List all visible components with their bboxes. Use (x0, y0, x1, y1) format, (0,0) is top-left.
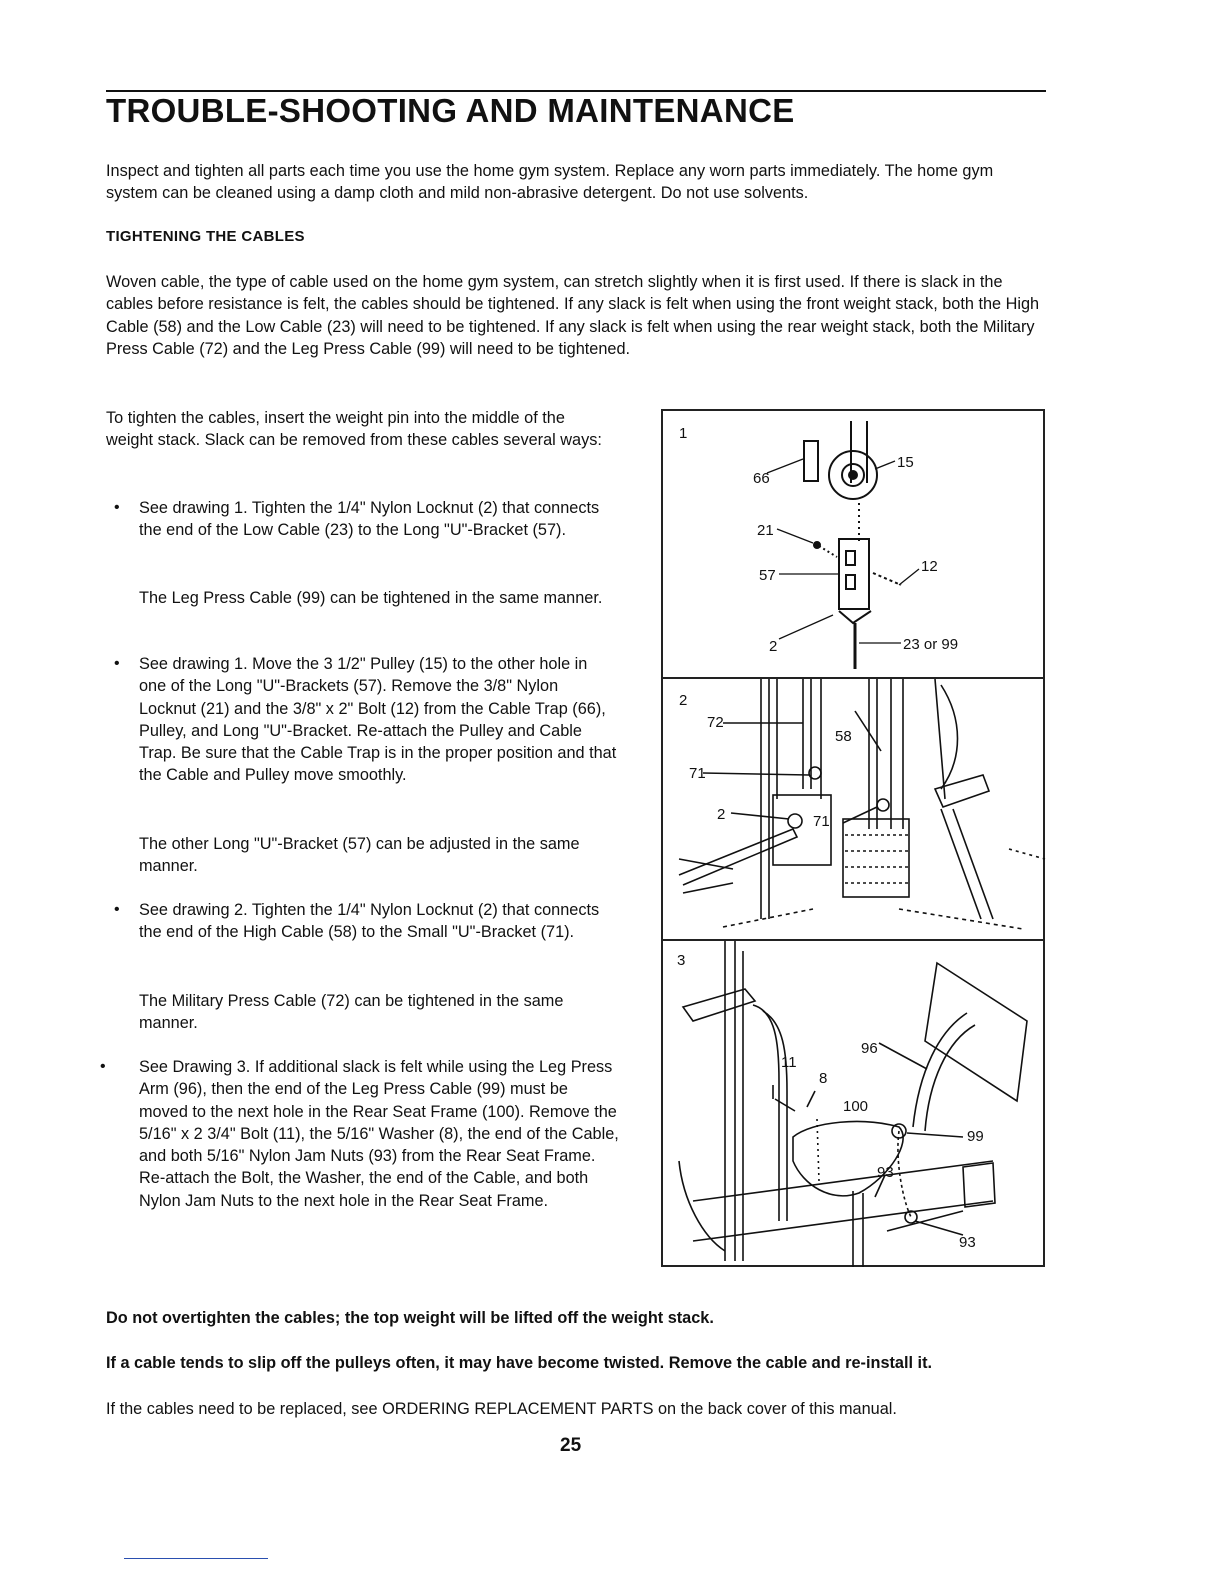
warning-twisted-cable: If a cable tends to slip off the pulleys often, it may have become twisted. Remove the cable and re-install it. (106, 1354, 933, 1372)
bullet-text: See drawing 1. Tighten the 1/4" Nylon Locknut (2) that connects the end of the Low Cable (23) to the Long "U"-Bracket (57). (139, 499, 600, 540)
figure-2 (661, 677, 1045, 941)
page-title: TROUBLE-SHOOTING AND MAINTENANCE (106, 92, 795, 129)
figure-number: 1 (679, 425, 688, 442)
page-number: 25 (560, 1435, 582, 1456)
callout-label: 66 (753, 470, 770, 487)
callout-label: 15 (897, 454, 914, 471)
lead-in-paragraph: To tighten the cables, insert the weight pin into the middle of the weight stack. Slack can be removed from these cables several ways: (106, 409, 602, 450)
figure-1 (661, 409, 1045, 679)
footer-divider (124, 1558, 268, 1559)
callout-label: 58 (835, 728, 852, 745)
callout-label: 21 (757, 522, 774, 539)
bullet-note: The other Long "U"-Bracket (57) can be adjusted in the same manner. (139, 835, 580, 876)
callout-label: 57 (759, 567, 776, 584)
callout-label: 2 (717, 806, 726, 823)
callout-label: 12 (921, 558, 938, 575)
figure-1-drawing (663, 411, 1047, 681)
closing-paragraph: If the cables need to be replaced, see ORDERING REPLACEMENT PARTS on the back cover of this manual. (106, 1400, 897, 1418)
figure-number: 3 (677, 952, 686, 969)
figure-number: 2 (679, 692, 688, 709)
callout-label: 11 (781, 1054, 797, 1071)
callout-label: 71 (813, 813, 830, 830)
bullet-note: The Leg Press Cable (99) can be tightened in the same manner. (139, 589, 603, 607)
callout-label: 72 (707, 714, 724, 731)
callout-label: 23 or 99 (903, 636, 959, 653)
bullet-note: The Military Press Cable (72) can be tightened in the same manner. (139, 992, 564, 1033)
callout-label: 100 (843, 1098, 869, 1115)
bullet-marker: • (114, 655, 120, 672)
bullet-marker: • (100, 1058, 106, 1075)
section-intro-paragraph: Woven cable, the type of cable used on the home gym system, can stretch slightly when it is first used. If there is slack in the cables before resistance is felt, the cables should be tightened. If any slack is felt when using the front weight stack, both the High Cable (58) and the Low Cable (23) will need to be tightened. If any slack is felt when using the rear weight stack, both the Military Press Cable (72) and the Leg Press Cable (99) will need to be tightened. (106, 273, 1040, 358)
figure-3-drawing (663, 941, 1047, 1269)
intro-paragraph: Inspect and tighten all parts each time you use the home gym system. Replace any worn parts immediately. The home gym system can be cleaned using a damp cloth and mild non-abrasive detergent. Do not use solvents. (106, 162, 994, 203)
figure-2-drawing (663, 679, 1047, 943)
bullet-text: See Drawing 3. If additional slack is felt while using the Leg Press Arm (96), then the end of the Leg Press Cable (99) must be moved to the next hole in the Rear Seat Frame (100). Remove the 5/16" x 2 3/4" Bolt (11), the 5/16" Washer (8), the end of the Cable, and both 5/16" Nylon Jam Nuts (93) from the Rear Seat Frame. Re-attach the Bolt, the Washer, the end of the Cable, and both Nylon Jam Nuts to the next hole in the Rear Seat Frame. (139, 1058, 619, 1210)
callout-label: 2 (769, 638, 778, 655)
warning-overtighten: Do not overtighten the cables; the top weight will be lifted off the weight stack. (106, 1309, 714, 1327)
callout-label: 71 (689, 765, 706, 782)
callout-label: 93 (959, 1234, 976, 1251)
callout-label: 93 (877, 1164, 894, 1181)
callout-label: 8 (819, 1070, 828, 1087)
callout-label: 99 (967, 1128, 984, 1145)
callout-label: 96 (861, 1040, 878, 1057)
bullet-marker: • (114, 499, 120, 516)
bullet-marker: • (114, 901, 120, 918)
figure-3 (661, 939, 1045, 1267)
bullet-text: See drawing 1. Move the 3 1/2" Pulley (15) to the other hole in one of the Long "U"-Brackets (57). Remove the 3/8" Nylon Locknut (21) and the 3/8" x 2" Bolt (12) from the Cable Trap (66), Pulley, and Long "U"-Bracket. Re-attach the Pulley and Cable Trap. Be sure that the Cable Trap is in the proper position and that the Cable and Pulley move smoothly. (139, 655, 617, 785)
section-heading: TIGHTENING THE CABLES (106, 228, 305, 245)
bullet-text: See drawing 2. Tighten the 1/4" Nylon Locknut (2) that connects the end of the High Cable (58) to the Small "U"-Bracket (71). (139, 901, 600, 942)
